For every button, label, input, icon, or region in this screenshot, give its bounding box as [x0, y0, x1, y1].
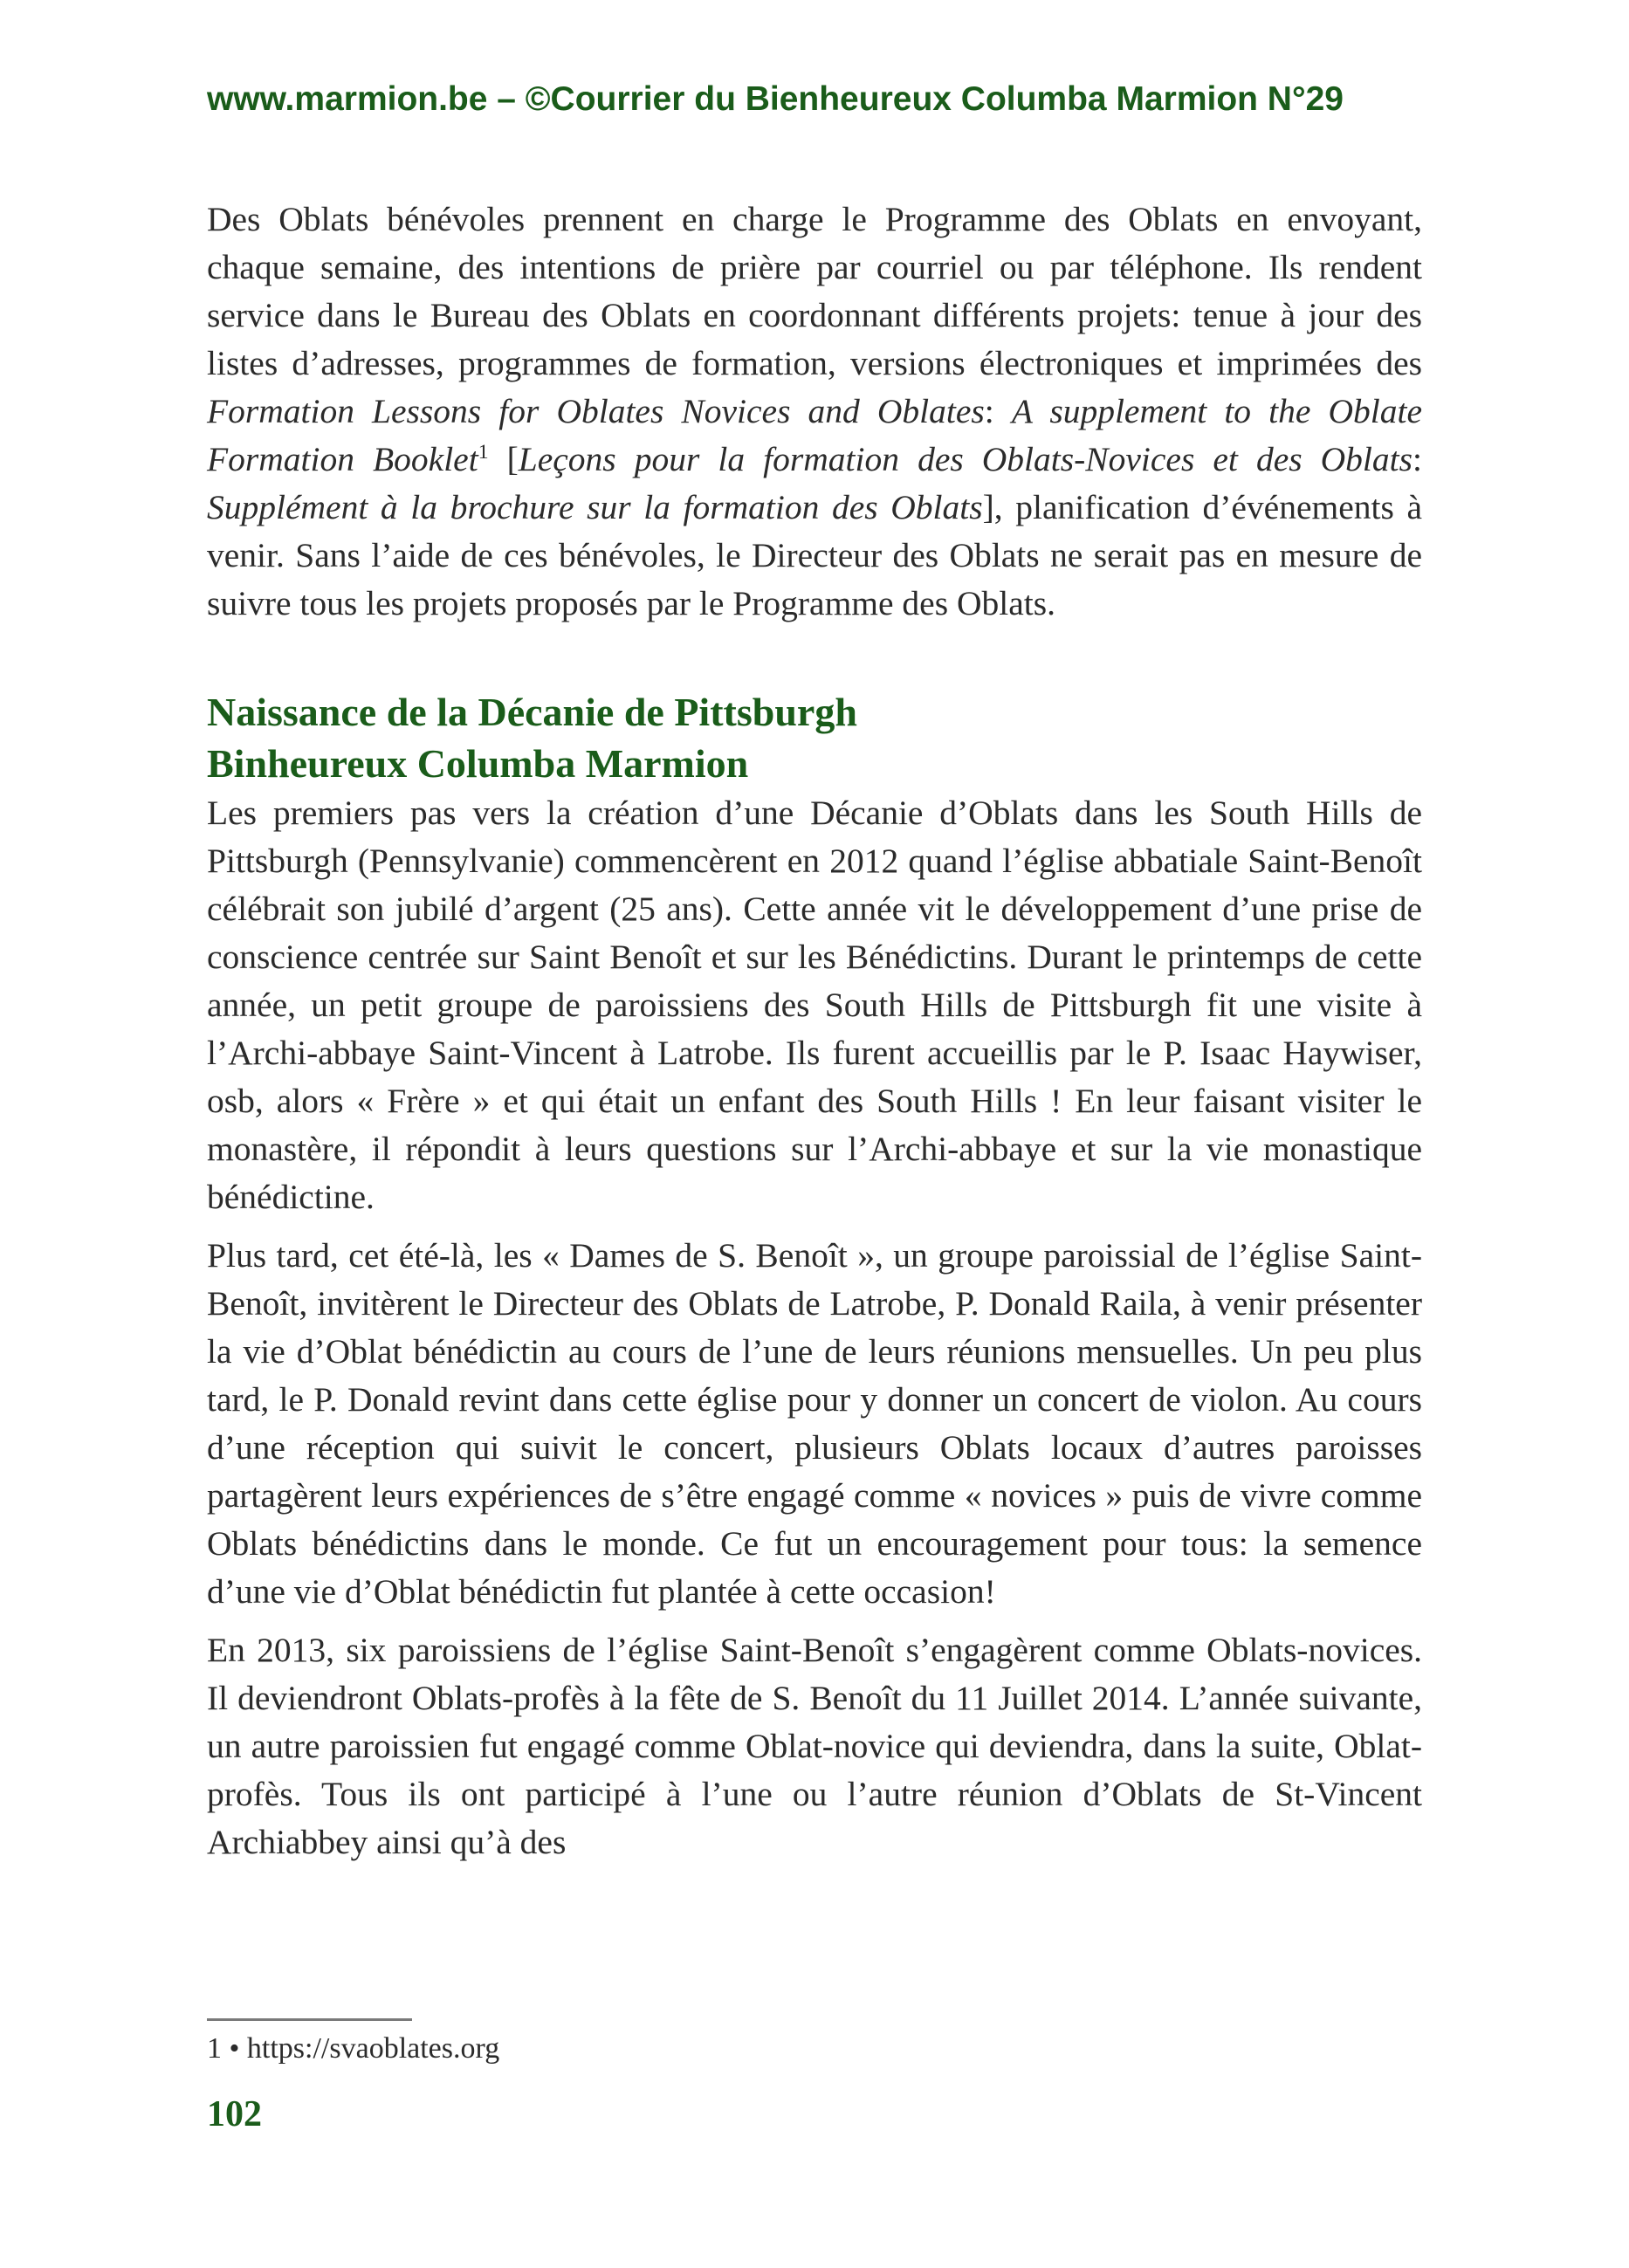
intro-text-end: ], planification d’événements à venir. Sans l’aide de ces bénévoles, le Directeur des Oblats ne serait pas en mesure de suivre tous les projets proposés par le Programme des Oblats. [207, 488, 1422, 622]
section-paragraph-3: En 2013, six paroissiens de l’église Saint-Benoît s’engagèrent comme Oblats-novices. Il deviendront Oblats-profès à la fête de S. Benoît du 11 Juillet 2014. L’année suivante, un autre paroissien fut engagé comme Oblat-novice qui deviendra, dans la suite, Oblat-profès. Tous ils ont participé à l’une ou l’autre réunion d’Oblats de St-Vincent Archiabbey ainsi qu’à des [207, 1631, 1422, 1861]
book-subtitle-english: A supplement to the Oblate Formation Booklet [207, 392, 1422, 478]
bracket-open: [ [488, 440, 519, 478]
intro-text-start: Des Oblats bénévoles prennent en charge le Programme des Oblats en envoyant, chaque semaine, des intentions de prière par courriel ou par téléphone. Ils rendent service dans le Bureau des Oblats en coordonnant différents projets: tenue à jour des listes d’adresses, programmes de formation, versions électroniques et imprimées des [207, 200, 1422, 382]
section-heading-line-1: Naissance de la Décanie de Pittsburgh [207, 690, 857, 734]
book-subtitle-french: Supplément à la brochure sur la formation des Oblats [207, 488, 983, 526]
colon: : [984, 392, 1012, 430]
footnote: 1 • https://svaoblates.org [207, 2032, 500, 2065]
colon: : [1412, 440, 1422, 478]
book-title-french: Leçons pour la formation des Oblats-Novices et des Oblats [518, 440, 1413, 478]
running-header: www.marmion.be – ©Courrier du Bienheureux Columba Marmion N°29 [207, 80, 1344, 118]
page-number: 102 [207, 2094, 262, 2134]
section-body [207, 789, 1422, 1877]
section-heading [207, 686, 1422, 789]
section-paragraph-1: Les premiers pas vers la création d’une Décanie d’Oblats dans les South Hills de Pittsburgh (Pennsylvanie) commencèrent en 2012 quand l’église abbatiale Saint-Benoît célébrait son jubilé d’argent (25 ans). Cette année vit le développement d’une prise de conscience centrée sur Saint Benoît et sur les Bénédictins. Durant le printemps de cette année, un petit groupe de paroissiens des South Hills de Pittsburgh fit une visite à l’Archi-abbaye Saint-Vincent à Latrobe. Ils furent accueillis par le P. Isaac Haywiser, osb, alors « Frère » et qui était un enfant des South Hills ! En leur faisant visiter le monastère, il répondit à leurs questions sur l’Archi-abbaye et sur la vie monastique bénédictine. [207, 794, 1422, 1216]
footnote-divider [207, 2018, 412, 2021]
intro-paragraph [207, 196, 1422, 638]
book-title-english: Formation Lessons for Oblates Novices and Oblates [207, 392, 985, 430]
section-paragraph-2: Plus tard, cet été-là, les « Dames de S. Benoît », un groupe paroissial de l’église Saint-Benoît, invitèrent le Directeur des Oblats de Latrobe, P. Donald Raila, à venir présenter la vie d’Oblat bénédictin au cours de l’une de leurs réunions mensuelles. Un peu plus tard, le P. Donald revint dans cette église pour y donner un concert de violon. Au cours d’une réception qui suivit le concert, plusieurs Oblats locaux d’autres paroisses partagèrent leurs expériences de s’être engagé comme « novices » puis de vivre comme Oblats bénédictins dans le monde. Ce fut un encouragement pour tous: la semence d’une vie d’Oblat bénédictin fut plantée à cette occasion! [207, 1236, 1422, 1611]
section-heading-line-2: Binheureux Columba Marmion [207, 741, 749, 786]
footnote-reference: 1 [478, 440, 489, 464]
